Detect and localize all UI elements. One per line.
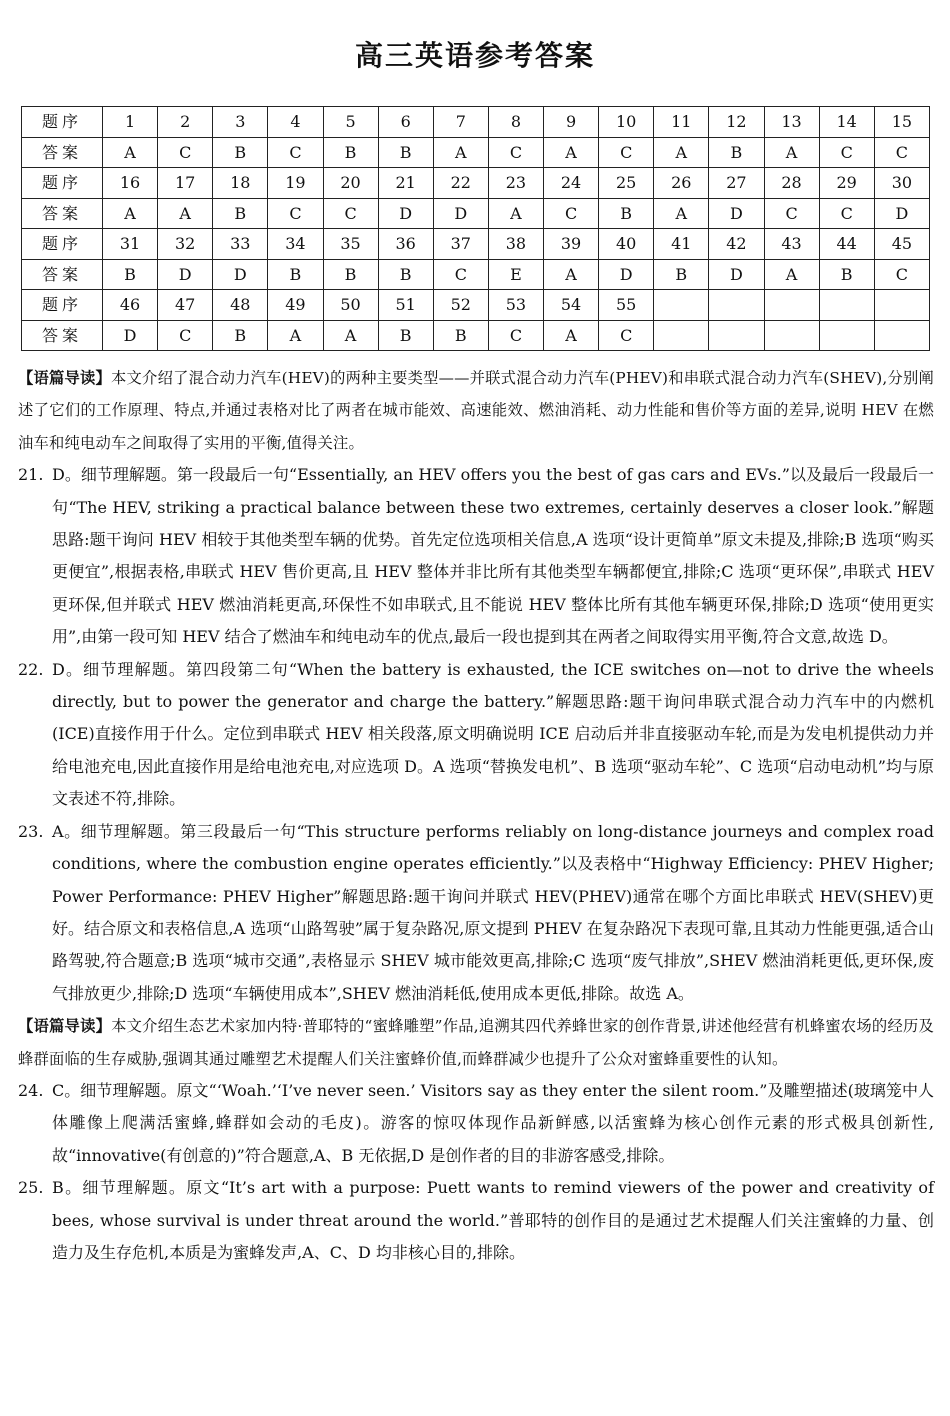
row-label: 题序 [22,107,103,138]
table-cell: A [654,137,709,168]
table-cell [764,320,819,351]
table-row [22,198,930,229]
table-cell: C [764,198,819,229]
table-cell: 39 [544,229,599,260]
table-cell: 54 [544,290,599,321]
row-label: 答案 [22,137,103,168]
table-cell: 34 [268,229,323,260]
table-cell: B [213,198,268,229]
table-cell: 19 [268,168,323,199]
table-cell: A [654,198,709,229]
table-cell: 24 [544,168,599,199]
table-cell: D [213,259,268,290]
table-cell: A [544,137,599,168]
table-cell: B [323,259,378,290]
table-cell: 6 [378,107,433,138]
table-cell: A [323,320,378,351]
question-number: 23. [18,821,44,841]
table-cell: 48 [213,290,268,321]
table-cell: D [709,259,764,290]
table-cell: C [158,320,213,351]
table-cell: A [103,137,158,168]
table-cell: A [488,198,543,229]
table-row [22,107,930,138]
table-cell: 20 [323,168,378,199]
table-cell: 37 [433,229,488,260]
table-cell: 45 [874,229,929,260]
page-title: 高三英语参考答案 [354,39,595,72]
table-cell: B [709,137,764,168]
table-cell: 14 [819,107,874,138]
row-label: 题序 [22,168,103,199]
table-cell: C [819,137,874,168]
explanations [18,362,934,1269]
table-cell: B [599,198,654,229]
table-cell: 29 [819,168,874,199]
table-cell: 13 [764,107,819,138]
table-cell: 36 [378,229,433,260]
table-cell: 17 [158,168,213,199]
explanation-text: C。细节理解题。原文“‘Woah.’‘I’ve never seen.’ Visitors say as they enter the silent room.”及雕塑描述(玻璃笼中人体雕像上爬满活蜜蜂,蜂群如会动的毛皮)。游客的惊叹体现作品新鲜感,以活蜜蜂为核心创作元素的形式极具创新性,故“innovative(有创意的)”符合题意,A、B 无依据,D 是创作者的目的非游客感受,排除。 [52,1080,934,1165]
table-cell [764,290,819,321]
table-cell: D [433,198,488,229]
table-cell [709,320,764,351]
table-cell: C [488,320,543,351]
table-cell: C [488,137,543,168]
guide-text: 本文介绍生态艺术家加内特·普耶特的“蜜蜂雕塑”作品,追溯其四代养蜂世家的创作背景,讲述他经营有机蜂蜜农场的经历及蜂群面临的生存威胁,强调其通过雕塑艺术提醒人们关注蜜蜂价值,而蜂群减少也提升了公众对蜜蜂重要性的认知。 [18,1017,934,1068]
row-label: 答案 [22,320,103,351]
table-cell [819,320,874,351]
table-cell: 23 [488,168,543,199]
explanation-text: B。细节理解题。原文“It’s art with a purpose: Puett wants to remind viewers of the power and creativity of bees, whose survival is under threat around the world.”普耶特的创作目的是通过艺术提醒人们关注蜜蜂的力量、创造力及生存危机,本质是为蜜蜂发声,A、C、D 均非核心目的,排除。 [52,1178,934,1262]
answer-table [21,106,930,351]
table-cell: 25 [599,168,654,199]
table-cell: B [654,259,709,290]
table-row [22,290,930,321]
table-cell: A [158,198,213,229]
table-cell: B [213,320,268,351]
table-cell: 2 [158,107,213,138]
table-cell: A [103,198,158,229]
table-row [22,320,930,351]
table-cell: 11 [654,107,709,138]
table-cell: 50 [323,290,378,321]
table-cell: 16 [103,168,158,199]
table-cell: 44 [819,229,874,260]
table-cell: 5 [323,107,378,138]
table-cell: 43 [764,229,819,260]
table-cell: 41 [654,229,709,260]
table-cell: 32 [158,229,213,260]
table-cell: C [323,198,378,229]
table-cell: 46 [103,290,158,321]
explanation-text: D。细节理解题。第一段最后一句“Essentially, an HEV offers you the best of gas cars and EVs.”以及最后一段最后一句“The HEV, striking a practical balance between these two extremes, certainly deserves a closer look.”解题思路:题干询问 HEV 相较于其他类型车辆的优势。首先定位选项相关信息,A 选项“设计更简单”原文未提及,排除;B 选项“购买更便宜”,根据表格,串联式 HEV 售价更高,且 HEV 整体并非比所有其他类型车辆都便宜,排除;C 选项“更环保”,串联式 HEV 更环保,但并联式 HEV 燃油消耗更高,环保性不如串联式,且不能说 HEV 整体比所有其他车辆更环保,排除;D 选项“使用更实用”,由第一段可知 HEV 结合了燃油车和纯电动车的优点,最后一段也提到其在两者之间取得实用平衡,符合文意,故选 D。 [52,465,934,647]
table-cell: 38 [488,229,543,260]
table-cell: 42 [709,229,764,260]
table-cell: 22 [433,168,488,199]
table-cell: 7 [433,107,488,138]
table-cell: 18 [213,168,268,199]
row-label: 答案 [22,259,103,290]
table-cell: D [709,198,764,229]
table-cell: E [488,259,543,290]
table-cell: 10 [599,107,654,138]
table-cell: 3 [213,107,268,138]
guide-tag: 【语篇导读】 [18,1017,112,1036]
table-cell: 49 [268,290,323,321]
table-cell: 4 [268,107,323,138]
table-cell: 51 [378,290,433,321]
table-cell: B [268,259,323,290]
table-cell: A [544,320,599,351]
table-cell: C [599,320,654,351]
question-number: 21. [18,465,44,485]
table-cell: C [268,198,323,229]
table-row [22,137,930,168]
table-cell: 30 [874,168,929,199]
table-cell: B [103,259,158,290]
table-cell: 35 [323,229,378,260]
explanation-24 [18,1075,934,1172]
row-label: 答案 [22,198,103,229]
passage-guide-1 [18,362,934,459]
table-cell: 8 [488,107,543,138]
table-cell: D [874,198,929,229]
table-cell: B [378,320,433,351]
table-cell: C [433,259,488,290]
table-cell: C [819,198,874,229]
table-cell: C [874,259,929,290]
table-cell: 28 [764,168,819,199]
table-cell: 40 [599,229,654,260]
guide-tag: 【语篇导读】 [18,369,112,387]
explanation-21 [18,459,934,653]
table-cell: 21 [378,168,433,199]
table-cell: B [819,259,874,290]
guide-text: 本文介绍了混合动力汽车(HEV)的两种主要类型——并联式混合动力汽车(PHEV)和串联式混合动力汽车(SHEV),分别阐述了它们的工作原理、特点,并通过表格对比了两者在城市能效、高速能效、燃油消耗、动力性能和售价等方面的差异,说明 HEV 在燃油车和纯电动车之间取得了实用的平衡,值得关注。 [18,369,935,452]
question-number: 25. [18,1178,44,1198]
table-cell [709,290,764,321]
table-cell: 12 [709,107,764,138]
table-cell: A [764,259,819,290]
explanation-text: D。细节理解题。第四段第二句“When the battery is exhausted, the ICE switches on—not to drive the wheels directly, but to power the generator and charge the battery.”解题思路:题干询问串联式混合动力汽车中的内燃机(ICE)直接作用于什么。定位到串联式 HEV 相关段落,原文明确说明 ICE 启动后并非直接驱动车轮,而是为发电机提供动力并给电池充电,因此直接作用是给电池充电,对应选项 D。A 选项“替换发电机”、B 选项“驱动车轮”、C 选项“启动电动机”均与原文表述不符,排除。 [52,659,934,809]
table-cell: 27 [709,168,764,199]
table-cell: 31 [103,229,158,260]
question-number: 22. [18,659,44,679]
table-row [22,168,930,199]
explanation-25 [18,1172,934,1269]
table-cell: 9 [544,107,599,138]
table-cell: B [433,320,488,351]
table-cell: 53 [488,290,543,321]
question-number: 24. [18,1080,44,1100]
table-cell: 55 [599,290,654,321]
explanation-23 [18,816,934,1010]
table-cell: A [433,137,488,168]
table-cell [819,290,874,321]
table-cell: 33 [213,229,268,260]
explanation-22 [18,654,934,816]
table-cell: C [544,198,599,229]
table-cell: B [378,259,433,290]
passage-guide-2 [18,1010,934,1075]
table-cell: 47 [158,290,213,321]
table-cell: A [544,259,599,290]
table-cell [654,290,709,321]
table-cell: 15 [874,107,929,138]
table-cell: A [764,137,819,168]
table-cell: C [268,137,323,168]
table-cell [874,320,929,351]
table-cell: B [323,137,378,168]
row-label: 题序 [22,290,103,321]
explanation-text: A。细节理解题。第三段最后一句“This structure performs reliably on long-distance journeys and complex road conditions, where the combustion engine operates efficiently.”以及表格中“Highway Efficiency: PHEV Higher; Power Performance: PHEV Higher”解题思路:题干询问并联式 HEV(PHEV)通常在哪个方面比串联式 HEV(SHEV)更好。结合原文和表格信息,A 选项“山路驾驶”属于复杂路况,原文提到 PHEV 在复杂路况下表现可靠,且其动力性能更强,适合山路驾驶,符合题意;B 选项“城市交通”,表格显示 SHEV 城市能效更高,排除;C 选项“废气排放”,SHEV 燃油消耗更低,更环保,废气排放更少,排除;D 选项“车辆使用成本”,SHEV 燃油消耗低,使用成本更低,排除。故选 A。 [52,821,934,1003]
table-cell: C [874,137,929,168]
table-cell [874,290,929,321]
table-cell: B [378,137,433,168]
table-cell: C [599,137,654,168]
table-cell: B [213,137,268,168]
table-cell: D [103,320,158,351]
table-cell: D [378,198,433,229]
table-cell: A [268,320,323,351]
table-cell: C [158,137,213,168]
table-cell: 26 [654,168,709,199]
table-cell: 52 [433,290,488,321]
table-row [22,259,930,290]
table-cell: D [599,259,654,290]
table-row [22,229,930,260]
table-cell: D [158,259,213,290]
row-label: 题序 [22,229,103,260]
table-cell [654,320,709,351]
table-cell: 1 [103,107,158,138]
